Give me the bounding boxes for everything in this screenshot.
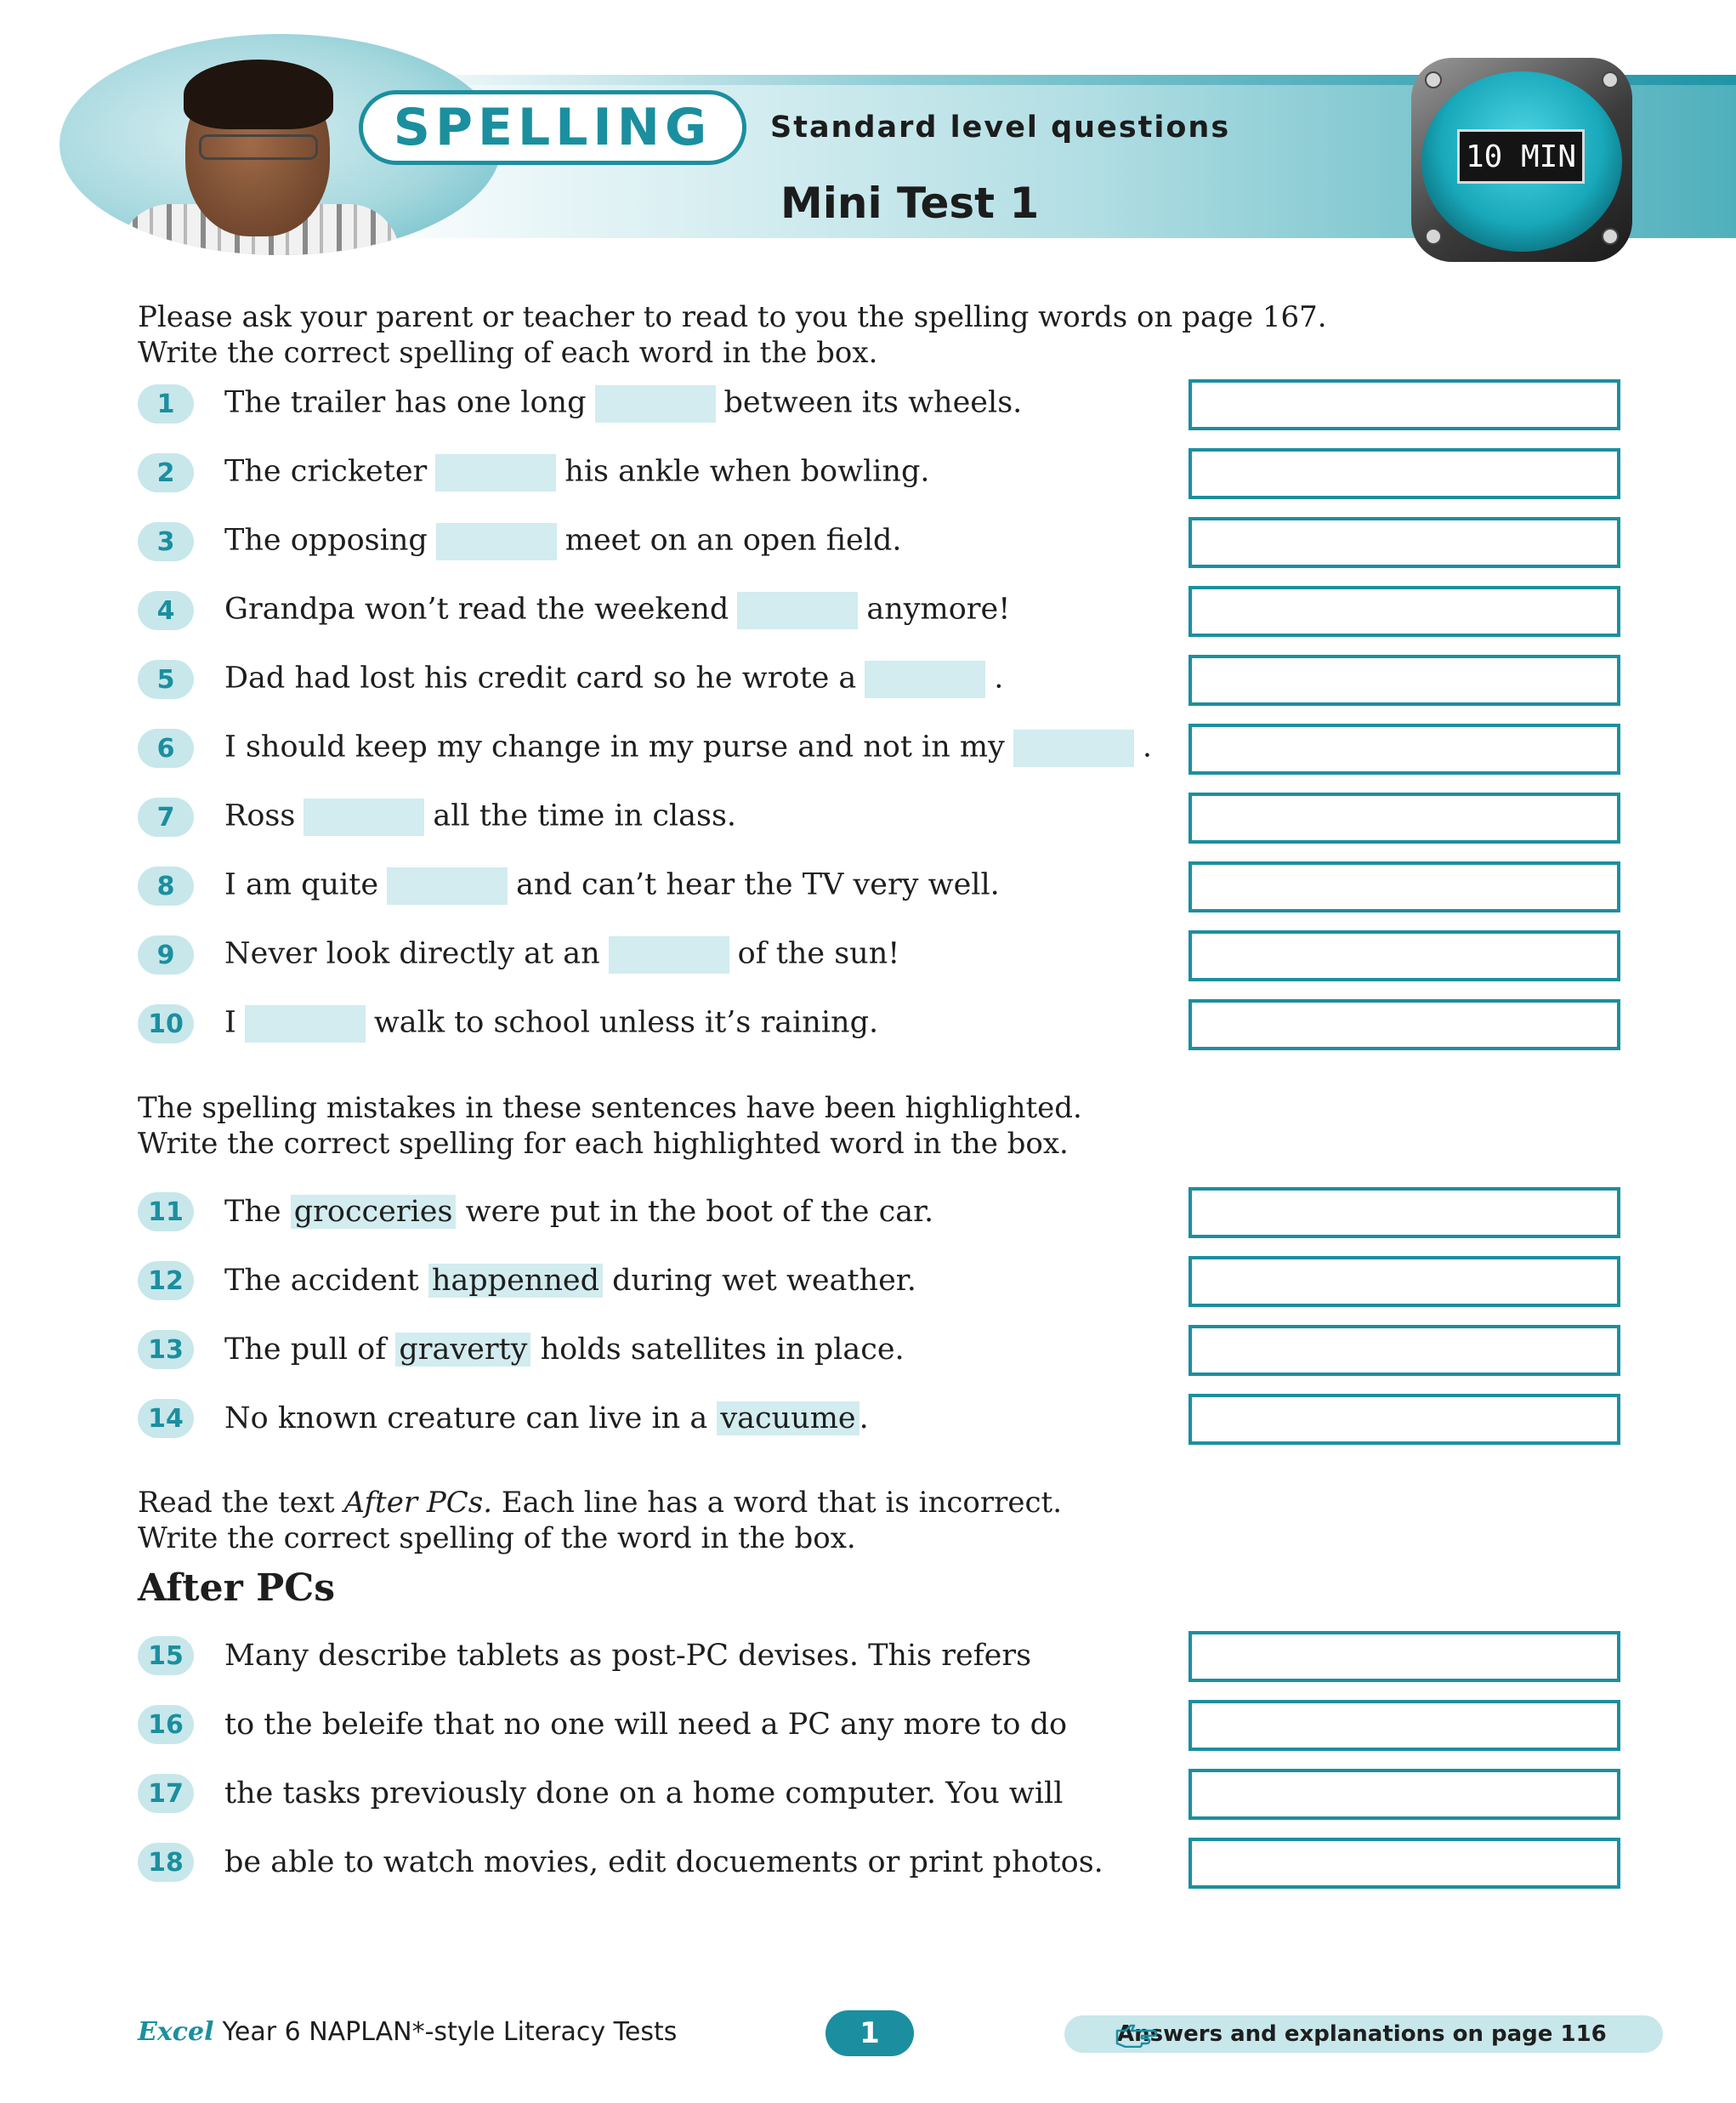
answer-box[interactable] <box>1189 1325 1620 1376</box>
question-number: 6 <box>138 729 194 768</box>
passage-line <box>138 1632 1031 1680</box>
sentence-end: . <box>859 1401 869 1435</box>
sentence-end: of the sun! <box>737 936 900 971</box>
instruction-line: The spelling mistakes in these sentences have been highlighted. <box>138 1091 1082 1125</box>
answer-box[interactable] <box>1189 1838 1620 1889</box>
instruction-line: Write the correct spelling of each word in the box. <box>138 336 878 370</box>
answers-reference-text: Answers and explanations on page 116 <box>1117 2021 1607 2047</box>
sentence-start: Dad had lost his credit card so he wrote a <box>224 661 857 696</box>
answer-box[interactable] <box>1189 1256 1620 1307</box>
instruction-line: Write the correct spelling of the word in the box. <box>138 1521 856 1555</box>
question-number: 14 <box>138 1399 194 1438</box>
question-number: 5 <box>138 660 194 699</box>
passage-text: be able to watch movies, edit docuements or print photos. <box>224 1845 1103 1879</box>
bolt-icon <box>1602 71 1619 88</box>
question-row <box>138 1000 878 1048</box>
answer-box[interactable] <box>1189 1394 1620 1445</box>
blank-gap <box>245 1005 366 1043</box>
question-row <box>138 656 1003 703</box>
instruction-line: Please ask your parent or teacher to read to you the spelling words on page 167. <box>138 300 1327 334</box>
answer-box[interactable] <box>1189 861 1620 912</box>
highlighted-word: vacuume <box>717 1401 859 1435</box>
blank-gap <box>737 592 858 629</box>
answer-box[interactable] <box>1189 655 1620 706</box>
blank-gap <box>304 799 424 836</box>
brand-name: Excel <box>138 2017 214 2047</box>
sentence-start: I am quite <box>224 867 379 902</box>
section2-instructions <box>138 1090 1082 1162</box>
highlighted-word: graverty <box>395 1333 530 1367</box>
answer-box[interactable] <box>1189 1769 1620 1820</box>
section1-instructions <box>138 299 1327 371</box>
question-number: 11 <box>138 1192 194 1231</box>
question-row <box>138 1395 869 1442</box>
sentence-start: Ross <box>224 799 296 833</box>
sentence-start: Never look directly at an <box>224 936 600 971</box>
level-label: Standard level questions <box>770 111 1231 145</box>
subject-title: SPELLING <box>393 98 712 157</box>
text-title-italic: After PCs. <box>343 1486 493 1520</box>
passage-text: the tasks previously done on a home computer. You will <box>224 1776 1064 1810</box>
question-row <box>138 725 1152 772</box>
blank-gap <box>1013 730 1134 767</box>
question-number: 4 <box>138 591 194 630</box>
blank-gap <box>865 661 985 698</box>
sentence-start: The trailer has one long <box>224 385 587 420</box>
question-row <box>138 931 899 979</box>
timer-label: 10 MIN <box>1465 139 1577 174</box>
answer-box[interactable] <box>1189 999 1620 1050</box>
blank-gap <box>436 523 557 560</box>
question-row <box>138 449 930 497</box>
highlighted-word: grocceries <box>291 1195 457 1229</box>
timer-display <box>1457 129 1585 184</box>
question-number: 18 <box>138 1843 194 1882</box>
question-number: 2 <box>138 453 194 492</box>
subject-pill <box>359 90 746 165</box>
question-number: 15 <box>138 1636 194 1675</box>
answer-box[interactable] <box>1189 793 1620 844</box>
sentence-start: The opposing <box>224 523 428 558</box>
question-row <box>138 518 902 566</box>
answer-box[interactable] <box>1189 1631 1620 1682</box>
question-row <box>138 380 1022 428</box>
sentence-start: The <box>224 1195 281 1229</box>
passage-text: Many describe tablets as post-PC devises. This refers <box>224 1639 1032 1673</box>
sentence-end: during wet weather. <box>612 1264 916 1298</box>
passage-line <box>138 1839 1103 1886</box>
sentence-end: between its wheels. <box>723 385 1023 420</box>
book-title <box>138 2017 677 2047</box>
answer-box[interactable] <box>1189 586 1620 637</box>
blank-gap <box>609 936 729 974</box>
passage-text: to the beleife that no one will need a PC any more to do <box>224 1708 1068 1742</box>
answer-box[interactable] <box>1189 448 1620 499</box>
page-header <box>0 0 1736 281</box>
question-number: 3 <box>138 522 194 561</box>
question-number: 12 <box>138 1261 194 1300</box>
sentence-end: meet on an open field. <box>564 523 902 558</box>
question-number: 16 <box>138 1705 194 1744</box>
instruction-line: Read the text After PCs. Each line has a word that is incorrect. <box>138 1486 1063 1520</box>
sentence-start: No known creature can live in a <box>224 1401 708 1435</box>
sentence-end: . <box>1142 730 1152 764</box>
sentence-end: walk to school unless it’s raining. <box>373 1005 879 1040</box>
answer-box[interactable] <box>1189 1187 1620 1238</box>
question-number: 7 <box>138 798 194 837</box>
passage-line <box>138 1770 1063 1817</box>
answer-box[interactable] <box>1189 930 1620 981</box>
page-number: 1 <box>825 2010 914 2056</box>
blank-gap <box>595 385 716 423</box>
question-number: 9 <box>138 935 194 975</box>
question-row <box>138 1326 905 1373</box>
sentence-end: all the time in class. <box>433 799 737 833</box>
answer-box[interactable] <box>1189 517 1620 568</box>
sentence-end: anymore! <box>866 592 1011 627</box>
question-number: 13 <box>138 1330 194 1369</box>
question-row <box>138 862 1000 910</box>
sentence-end: were put in the boot of the car. <box>465 1195 934 1229</box>
bolt-icon <box>1425 71 1442 88</box>
highlighted-word: happenned <box>428 1264 603 1298</box>
passage-heading: After PCs <box>138 1566 335 1610</box>
sentence-end: . <box>994 661 1004 696</box>
answer-box[interactable] <box>1189 379 1620 430</box>
question-row <box>138 793 736 841</box>
blank-gap <box>387 867 508 905</box>
question-number: 17 <box>138 1774 194 1813</box>
sentence-end: and can’t hear the TV very well. <box>516 867 1000 902</box>
bolt-icon <box>1602 228 1619 245</box>
sentence-start: The accident <box>224 1264 419 1298</box>
sentence-start: I should keep my change in my purse and not in my <box>224 730 1005 764</box>
book-name: Year 6 NAPLAN*-style Literacy Tests <box>222 2017 678 2047</box>
sentence-start: The cricketer <box>224 454 428 489</box>
question-row <box>138 1188 933 1236</box>
sentence-start: Grandpa won’t read the weekend <box>224 592 729 627</box>
sentence-end: his ankle when bowling. <box>564 454 930 489</box>
question-row <box>138 587 1010 634</box>
question-number: 8 <box>138 867 194 906</box>
sentence-start: I <box>224 1005 236 1040</box>
test-title: Mini Test 1 <box>780 179 1040 228</box>
sentence-start: The pull of <box>224 1333 387 1367</box>
sentence-end: holds satellites in place. <box>540 1333 905 1367</box>
question-row <box>138 1257 916 1304</box>
bolt-icon <box>1425 228 1442 245</box>
blank-gap <box>435 454 556 492</box>
answer-box[interactable] <box>1189 724 1620 775</box>
section3-instructions <box>138 1485 1062 1556</box>
instruction-line: Write the correct spelling for each highlighted word in the box. <box>138 1127 1069 1161</box>
question-number: 1 <box>138 384 194 423</box>
question-number: 10 <box>138 1004 194 1043</box>
pointing-hand-icon <box>1115 2022 1160 2048</box>
passage-line <box>138 1701 1067 1748</box>
answer-box[interactable] <box>1189 1700 1620 1751</box>
